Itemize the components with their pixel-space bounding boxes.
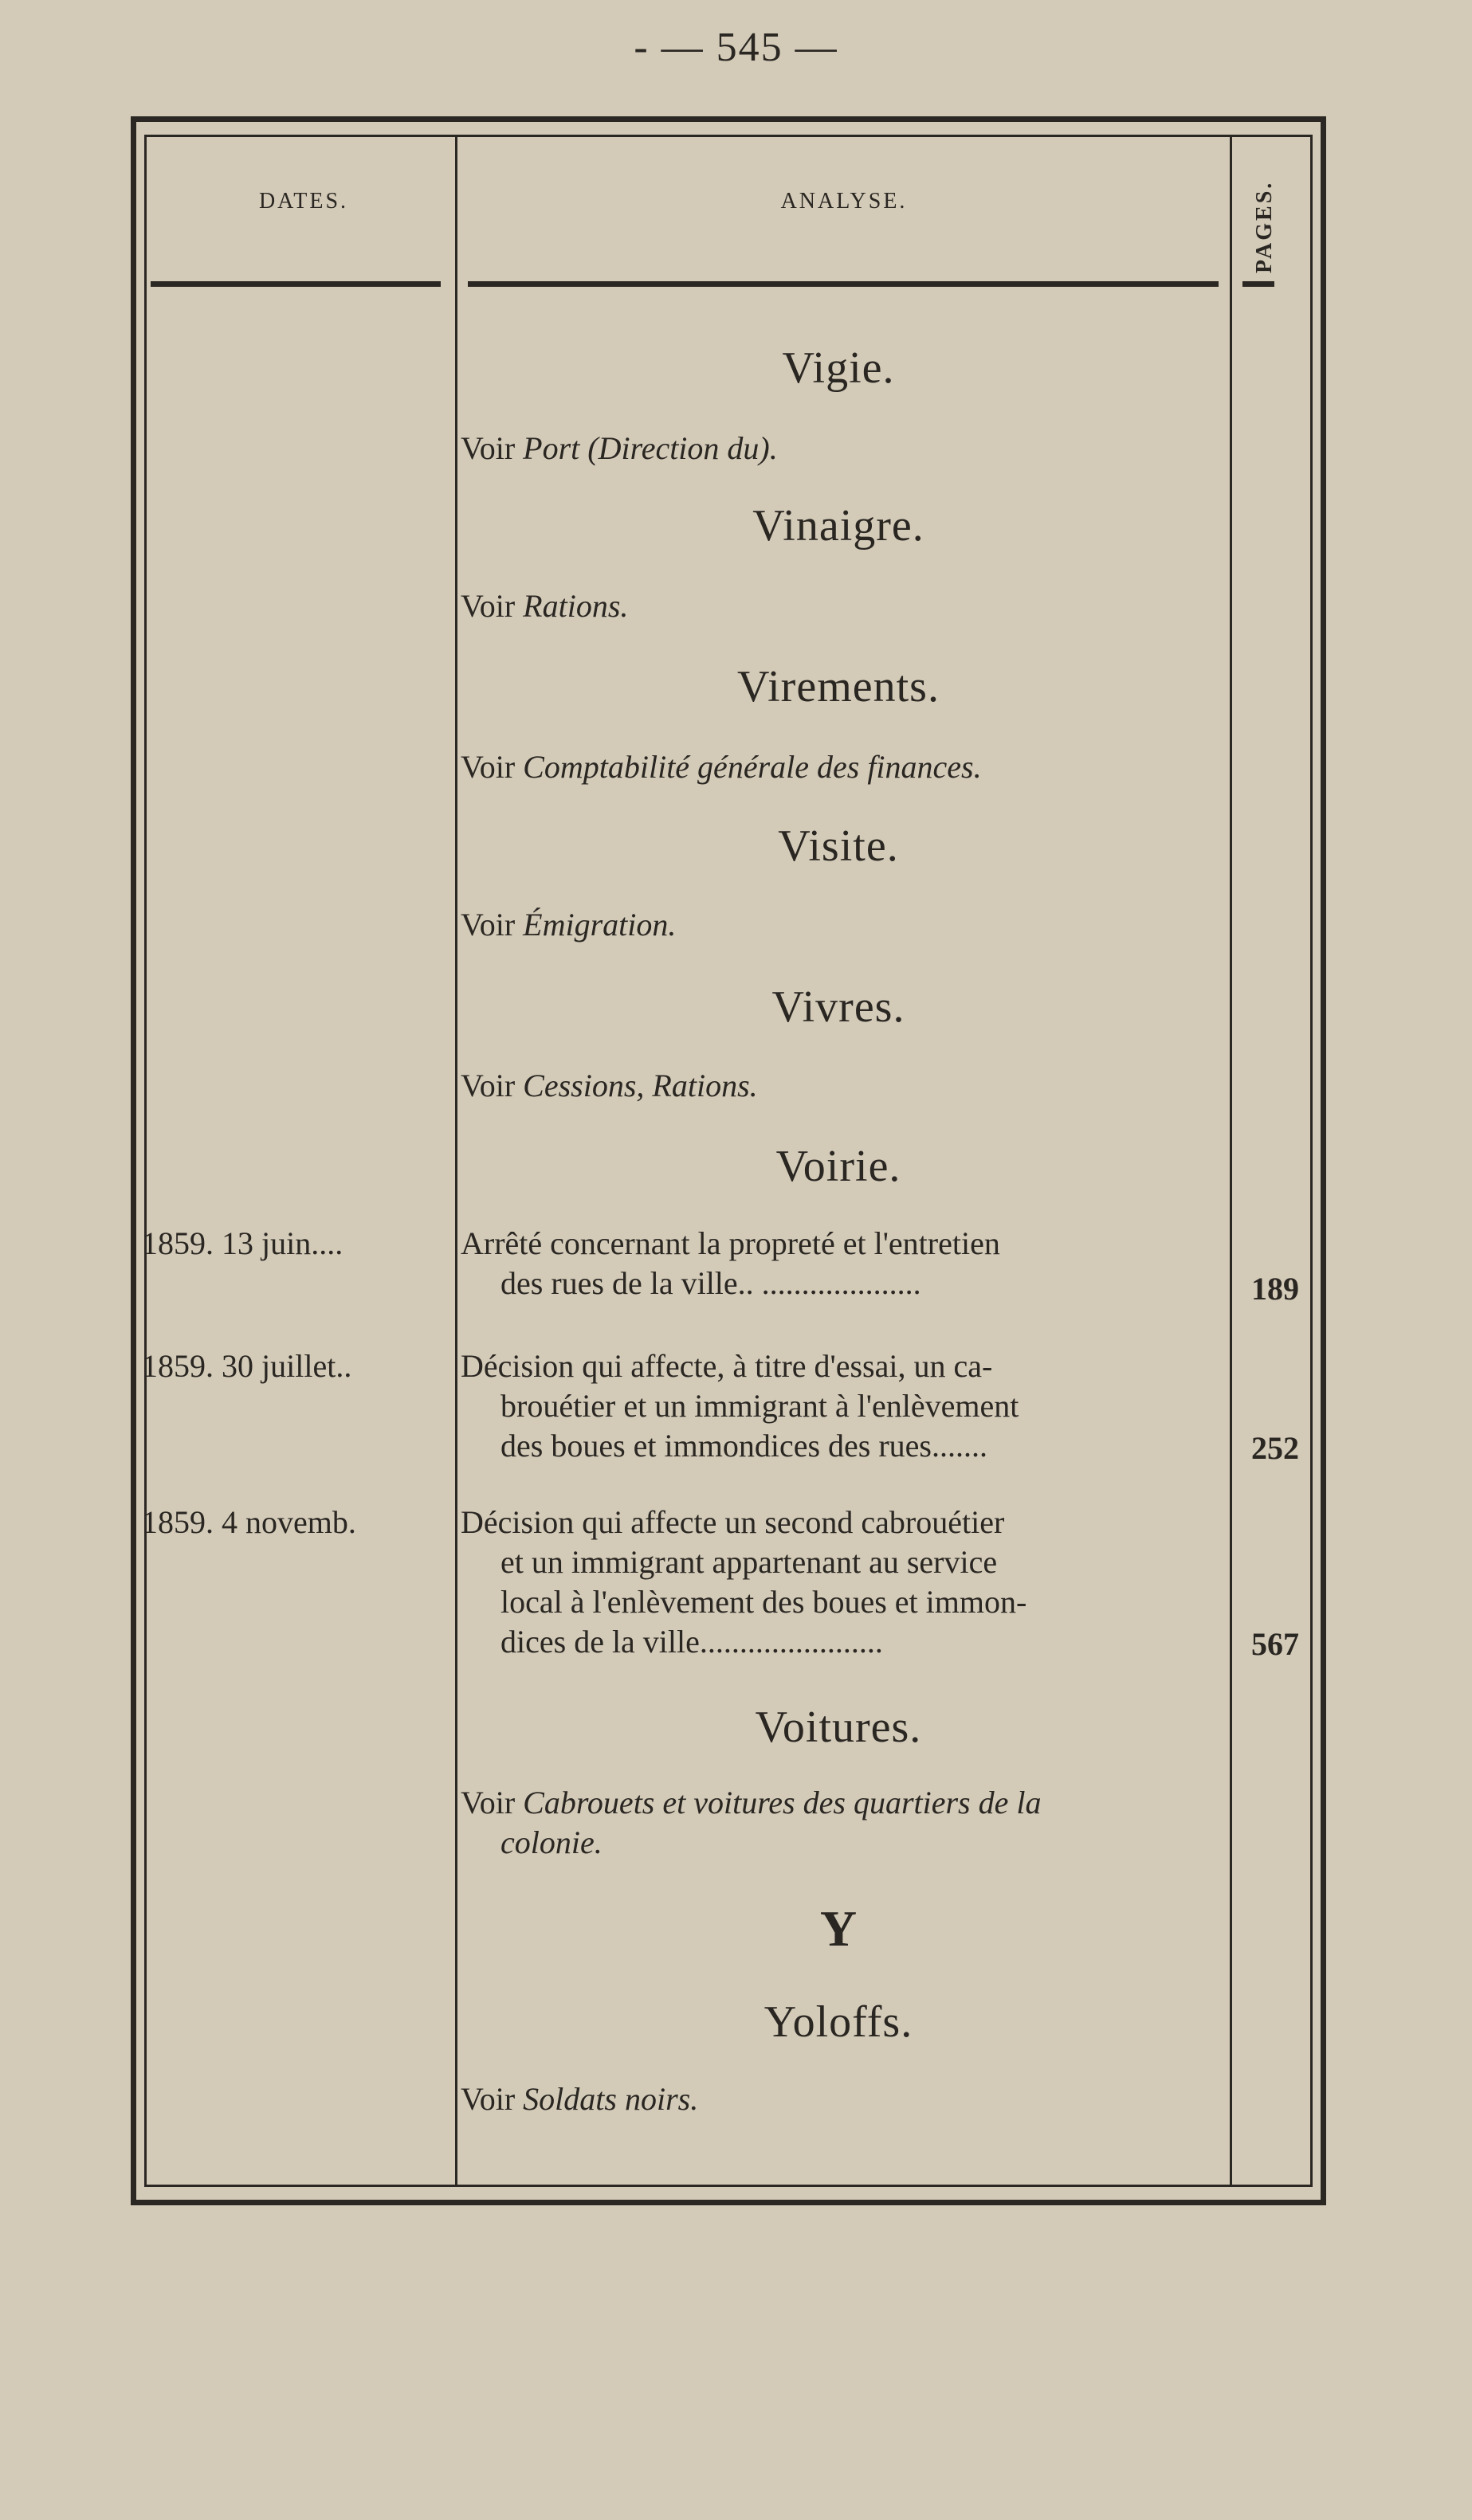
voir-reference-visite bbox=[461, 905, 1218, 945]
voir-reference-virements bbox=[461, 747, 1218, 787]
page-number: - — 545 — bbox=[634, 25, 838, 70]
entry-line: dices de la ville....................... bbox=[500, 1624, 883, 1660]
entry-line: Décision qui affecte un second cabrouétier bbox=[461, 1504, 1005, 1540]
header-rule-dates bbox=[151, 281, 441, 287]
entry-line: Décision qui affecte, à titre d'essai, un ca- bbox=[461, 1348, 993, 1384]
entry-line: Arrêté concernant la propreté et l'entretien bbox=[461, 1225, 1000, 1261]
column-header-analyse: ANALYSE. bbox=[780, 189, 908, 214]
voir-target: Port (Direction du). bbox=[523, 430, 778, 466]
voir-reference-vinaigre bbox=[461, 586, 1218, 626]
entry-line: et un immigrant appartenant au service bbox=[500, 1544, 998, 1580]
pages-column-rule bbox=[1230, 136, 1232, 2185]
section-heading-vigie: Vigie. bbox=[782, 343, 895, 393]
voir-prefix: Voir bbox=[461, 2081, 516, 2117]
entry-date: 1859. 13 juin.... bbox=[142, 1225, 343, 1261]
entry-line: des rues de la ville.. .................... bbox=[500, 1265, 921, 1301]
section-heading-virements: Virements. bbox=[737, 662, 940, 711]
voir-prefix: Voir bbox=[461, 588, 516, 624]
voir-reference-vigie bbox=[461, 429, 1218, 468]
column-header-dates: DATES. bbox=[258, 189, 349, 214]
entry-analysis bbox=[461, 1503, 1218, 1662]
voir-prefix: Voir bbox=[461, 1068, 516, 1103]
column-header-pages: PAGES. bbox=[1252, 180, 1277, 274]
entry-line: local à l'enlèvement des boues et immon- bbox=[500, 1584, 1027, 1620]
voir-prefix: Voir bbox=[461, 749, 516, 785]
entry-page-number: 567 bbox=[1251, 1626, 1299, 1662]
entry-analysis bbox=[461, 1224, 1218, 1303]
entry-line: des boues et immondices des rues....... bbox=[500, 1428, 987, 1464]
entry-analysis bbox=[461, 1346, 1218, 1466]
entry-line: brouétier et un immigrant à l'enlèvement bbox=[500, 1388, 1019, 1424]
entry-date: 1859. 4 novemb. bbox=[142, 1504, 356, 1540]
section-heading-voitures: Voitures. bbox=[755, 1703, 922, 1752]
section-heading-yoloffs: Yoloffs. bbox=[763, 1997, 913, 2047]
voir-target: Rations. bbox=[523, 588, 629, 624]
voir-target: Cabrouets et voitures des quartiers de la bbox=[523, 1785, 1042, 1820]
section-heading-vivres: Vivres. bbox=[771, 982, 905, 1032]
table-right-rule bbox=[1310, 136, 1313, 2185]
section-heading-vinaigre: Vinaigre. bbox=[752, 501, 924, 551]
voir-prefix: Voir bbox=[461, 1785, 516, 1820]
voir-target: Soldats noirs. bbox=[523, 2081, 699, 2117]
entry-page-number: 189 bbox=[1251, 1271, 1299, 1307]
voir-reference-yoloffs bbox=[461, 2079, 1218, 2119]
table-top-rule bbox=[144, 135, 1313, 137]
entry-page-number: 252 bbox=[1251, 1430, 1299, 1466]
voir-reference-voitures bbox=[461, 1783, 1218, 1863]
voir-target: Émigration. bbox=[523, 907, 677, 943]
voir-prefix: Voir bbox=[461, 907, 516, 943]
voir-target-continuation: colonie. bbox=[500, 1824, 603, 1860]
table-left-rule bbox=[144, 136, 147, 2185]
header-rule-analyse bbox=[468, 281, 1219, 287]
entry-date: 1859. 30 juillet.. bbox=[142, 1348, 352, 1384]
voir-prefix: Voir bbox=[461, 430, 516, 466]
section-heading-voirie: Voirie. bbox=[775, 1142, 901, 1191]
alphabet-letter-heading: Y bbox=[819, 1900, 858, 1957]
table-bottom-rule bbox=[144, 2185, 1313, 2187]
voir-target: Comptabilité générale des finances. bbox=[523, 749, 982, 785]
voir-reference-vivres bbox=[461, 1066, 1218, 1106]
voir-target: Cessions, Rations. bbox=[523, 1068, 758, 1103]
section-heading-visite: Visite. bbox=[778, 821, 899, 871]
